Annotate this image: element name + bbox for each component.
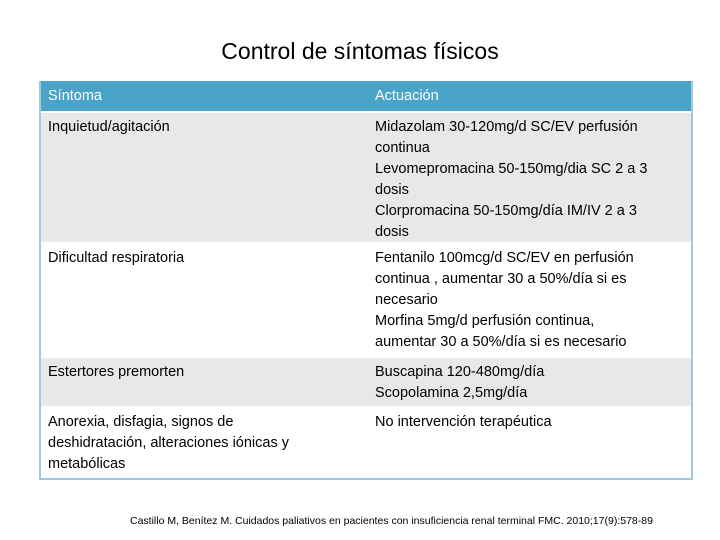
table-header-row bbox=[41, 81, 691, 111]
action-line: necesario bbox=[375, 292, 438, 308]
symptom-cell bbox=[41, 358, 367, 406]
symptom-table bbox=[39, 81, 693, 480]
action-line: Scopolamina 2,5mg/día bbox=[375, 385, 528, 401]
symptom-line: Dificultad respiratoria bbox=[48, 250, 185, 266]
symptom-line: deshidratación, alteraciones iónicas y bbox=[48, 435, 289, 451]
symptom-line: Inquietud/agitación bbox=[48, 119, 170, 135]
symptom-cell bbox=[41, 113, 367, 242]
action-cell bbox=[367, 113, 691, 242]
symptom-line: Estertores premorten bbox=[48, 364, 185, 380]
symptom-line: metabólicas bbox=[48, 456, 126, 472]
table-row bbox=[41, 406, 691, 478]
table-row bbox=[41, 242, 691, 356]
action-line: dosis bbox=[375, 182, 409, 198]
citation: Castillo M, Benítez M. Cuidados paliativos en pacientes con insuficiencia renal terminal FMC. 2010;17(9):578-89 bbox=[130, 515, 653, 527]
action-line: No intervención terapéutica bbox=[375, 414, 552, 430]
action-line: Buscapina 120-480mg/día bbox=[375, 364, 545, 380]
action-line: continua , aumentar 30 a 50%/día si es bbox=[375, 271, 627, 287]
slide-title: Control de síntomas físicos bbox=[221, 38, 499, 64]
action-cell bbox=[367, 244, 691, 356]
action-line: aumentar 30 a 50%/día si es necesario bbox=[375, 334, 627, 350]
symptom-line: Anorexia, disfagia, signos de bbox=[48, 414, 234, 430]
action-line: Fentanilo 100mcg/d SC/EV en perfusión bbox=[375, 250, 634, 266]
action-line: Morfina 5mg/d perfusión continua, bbox=[375, 313, 595, 329]
action-line: dosis bbox=[375, 224, 409, 240]
action-line: Clorpromacina 50-150mg/día IM/IV 2 a 3 bbox=[375, 203, 637, 219]
action-line: continua bbox=[375, 140, 430, 156]
action-cell bbox=[367, 358, 691, 406]
table-row bbox=[41, 356, 691, 406]
header-action: Actuación bbox=[375, 88, 439, 104]
action-cell bbox=[367, 408, 691, 478]
table-row bbox=[41, 111, 691, 242]
symptom-cell bbox=[41, 408, 367, 478]
symptom-cell bbox=[41, 244, 367, 356]
action-line: Midazolam 30-120mg/d SC/EV perfusión bbox=[375, 119, 638, 135]
action-line: Levomepromacina 50-150mg/dia SC 2 a 3 bbox=[375, 161, 648, 177]
header-symptom: Síntoma bbox=[48, 88, 102, 104]
